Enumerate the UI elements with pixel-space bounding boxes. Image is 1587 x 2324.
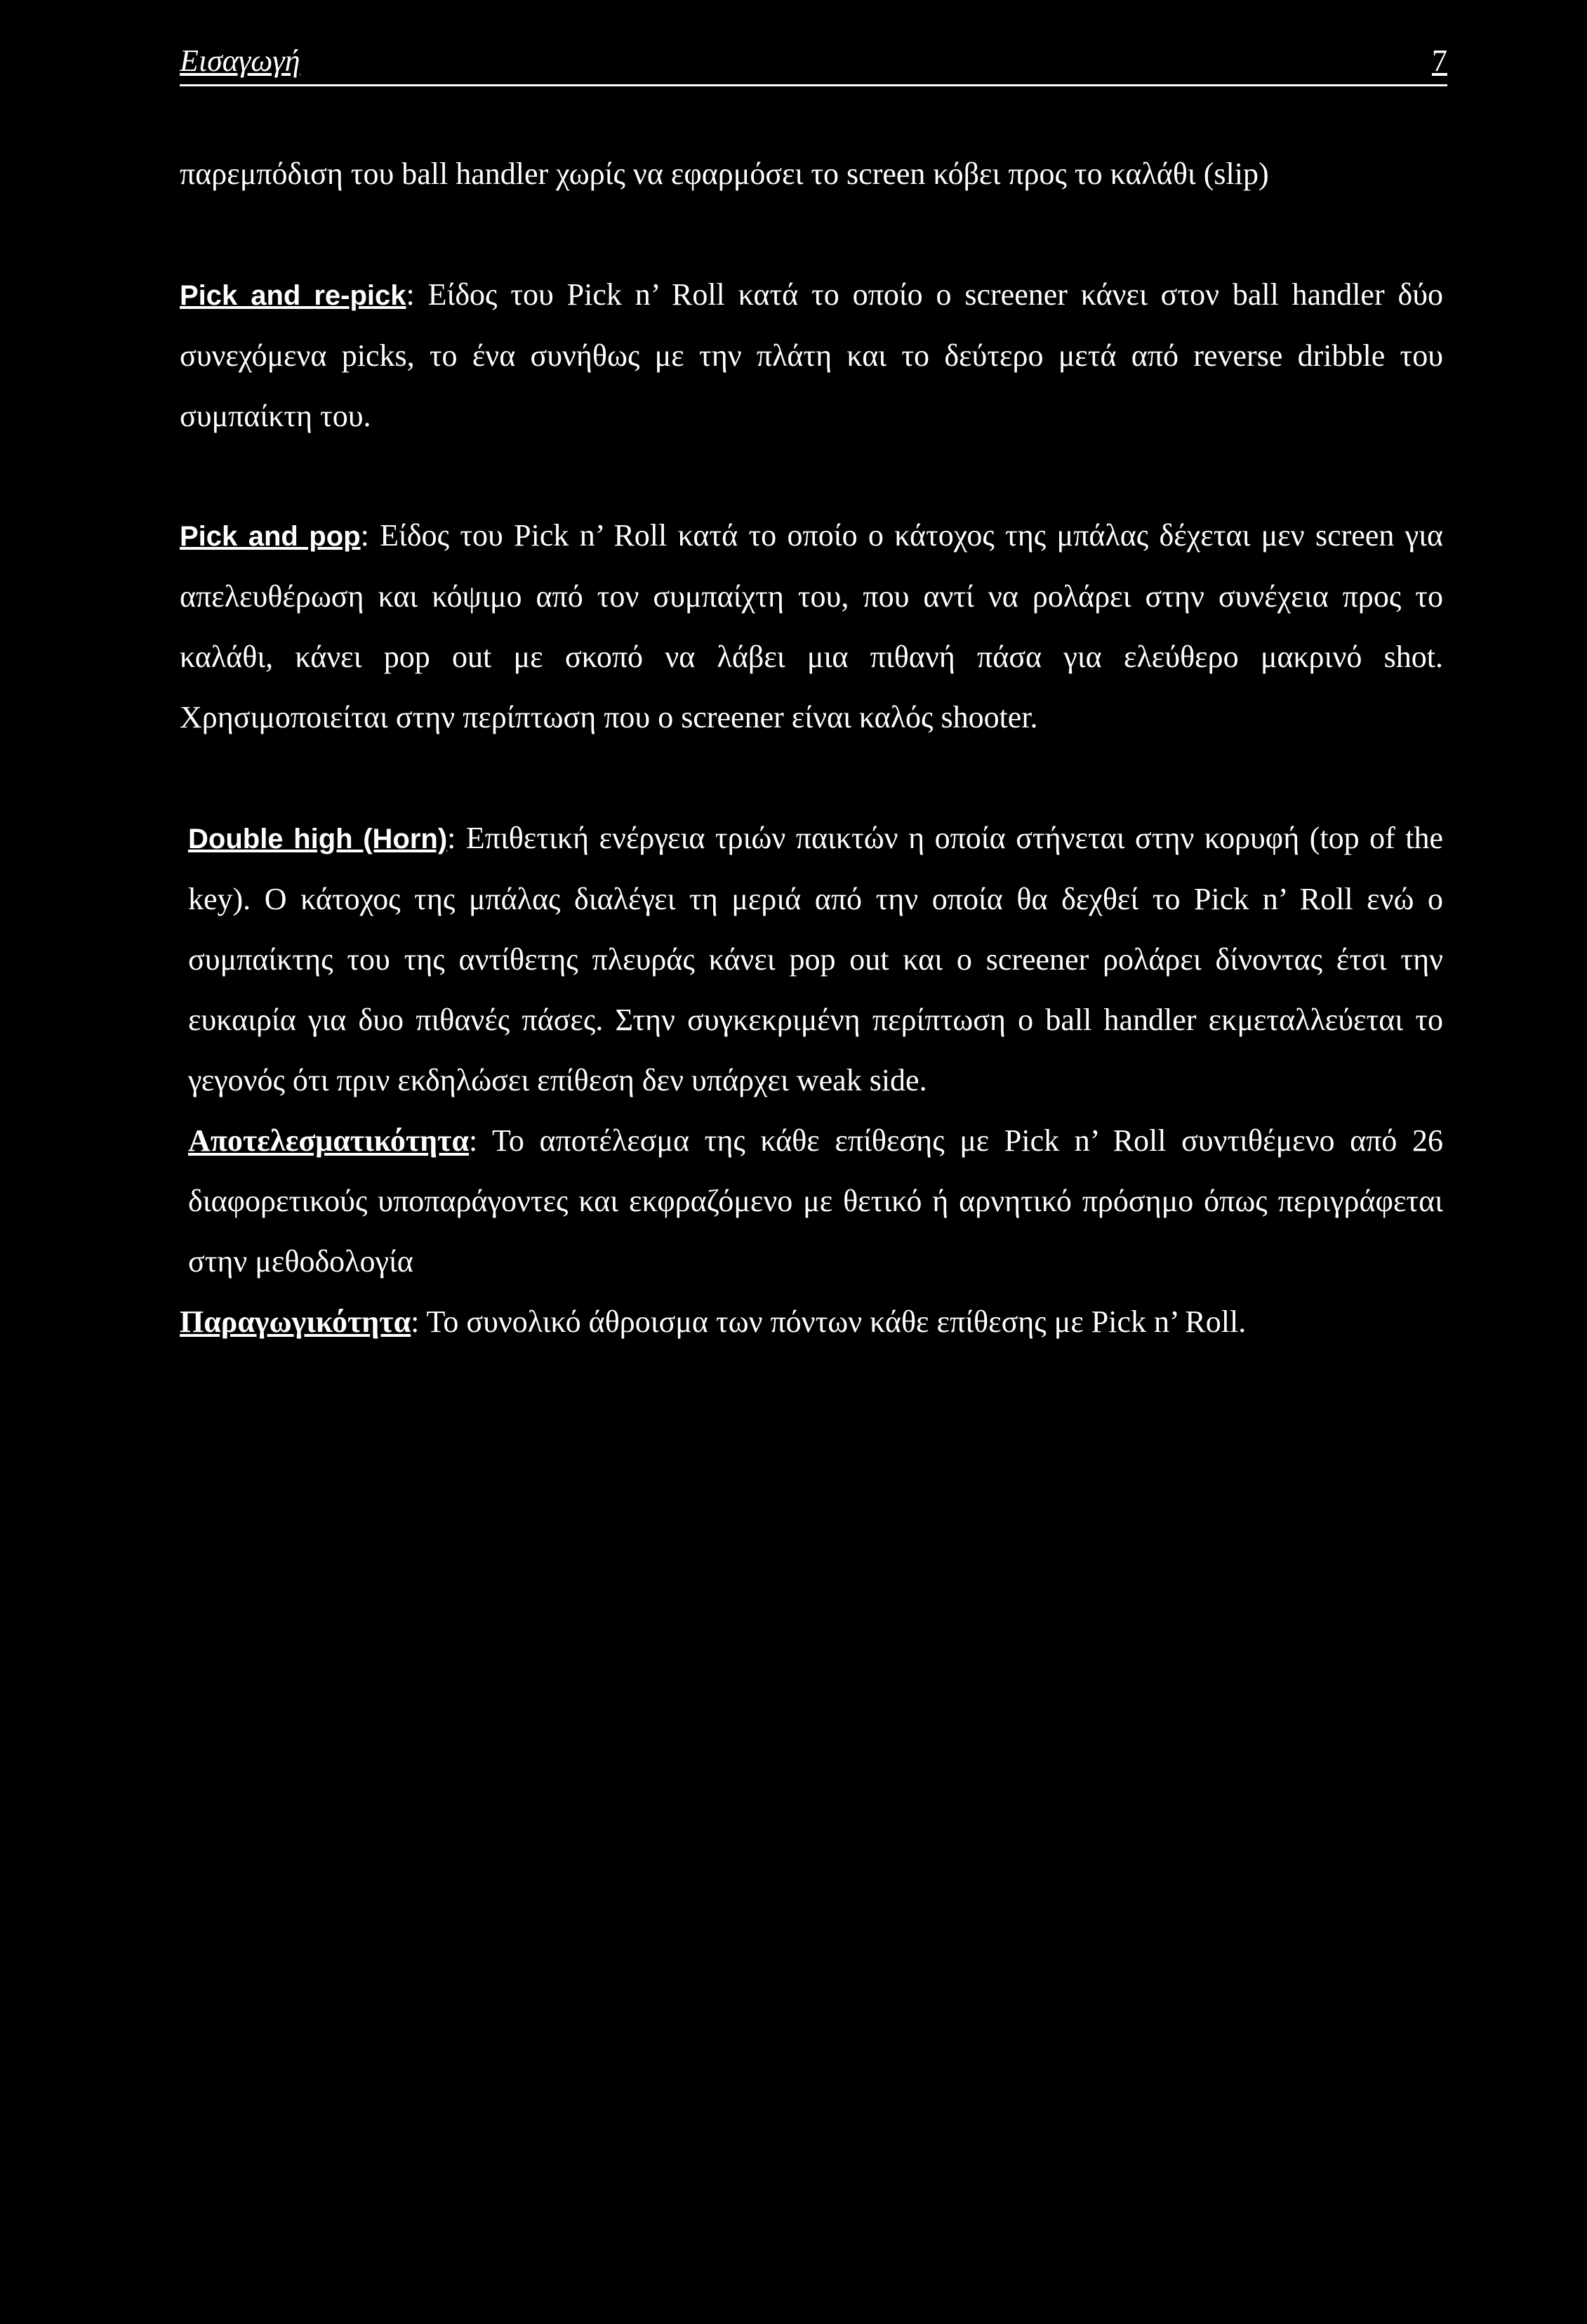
definition-double-high-horn (180, 808, 1443, 1111)
definition-pick-and-re-pick (180, 265, 1443, 447)
page-number: 7 (1432, 44, 1447, 78)
definition-text: : Είδος του Pick n’ Roll κατά το οποίο ο κάτοχος της μπάλας δέχεται μεν screen για απελευθέρωση και κόψιμο από τον συμπαίχτη του, που αντί να ρολάρει στην συνέχεια προς το καλάθι, κάνει pop out με σκοπό να λάβει μια πιθανή πάσα για ελεύθερο μακρινό shot. Χρησιμοποιείται στην περίπτωση που ο screener είναι καλός shooter. (180, 518, 1443, 734)
definition-text: : Επιθετική ενέργεια τριών παικτών η οποία στήνεται στην κορυφή (top of the key). Ο κάτοχος της μπάλας διαλέγει τη μεριά από την οποία θα δεχθεί το Pick n’ Roll ενώ ο συμπαίκτης του της αντίθετης πλευράς κάνει pop out και ο screener ρολάρει δίνοντας έτσι την ευκαιρία για δυο πιθανές πάσες. Στην συγκεκριμένη περίπτωση ο ball handler εκμεταλλεύεται το γεγονός ότι πριν εκδηλώσει επίθεση δεν υπάρχει weak side. (188, 821, 1443, 1097)
term-pick-and-re-pick: Pick and re-pick (180, 280, 406, 311)
definition-text: : Το αποτέλεσμα της κάθε επίθεσης με Pick n’ Roll συντιθέμενο από 26 διαφορετικούς υποπαράγοντες και εκφραζόμενο με θετικό ή αρνητικό πρόσημο όπως περιγράφεται στην μεθοδολογία (188, 1123, 1443, 1279)
definition-productivity (180, 1292, 1443, 1352)
page-header (180, 41, 1447, 86)
term-double-high-horn: Double high (Horn) (188, 824, 448, 854)
definition-effectiveness (180, 1111, 1443, 1292)
chapter-title: Εισαγωγή (180, 44, 300, 78)
term-productivity: Παραγωγικότητα (180, 1305, 411, 1339)
paragraph-text: παρεμπόδιση του ball handler χωρίς να εφαρμόσει το screen κόβει προς το καλάθι (slip) (180, 157, 1269, 191)
term-pick-and-pop: Pick and pop (180, 521, 361, 552)
definition-text: : Το συνολικό άθροισμα των πόντων κάθε επίθεσης με Pick n’ Roll. (411, 1305, 1247, 1339)
paragraph-slip-continuation (180, 144, 1443, 204)
definition-pick-and-pop (180, 506, 1443, 748)
term-effectiveness: Αποτελεσματικότητα (188, 1123, 469, 1158)
document-body (180, 144, 1443, 1352)
definition-text: : Είδος του Pick n’ Roll κατά το οποίο ο screener κάνει στον ball handler δύο συνεχόμενα picks, το ένα συνήθως με την πλάτη και το δεύτερο μετά από reverse dribble του συμπαίκτη του. (180, 277, 1443, 433)
